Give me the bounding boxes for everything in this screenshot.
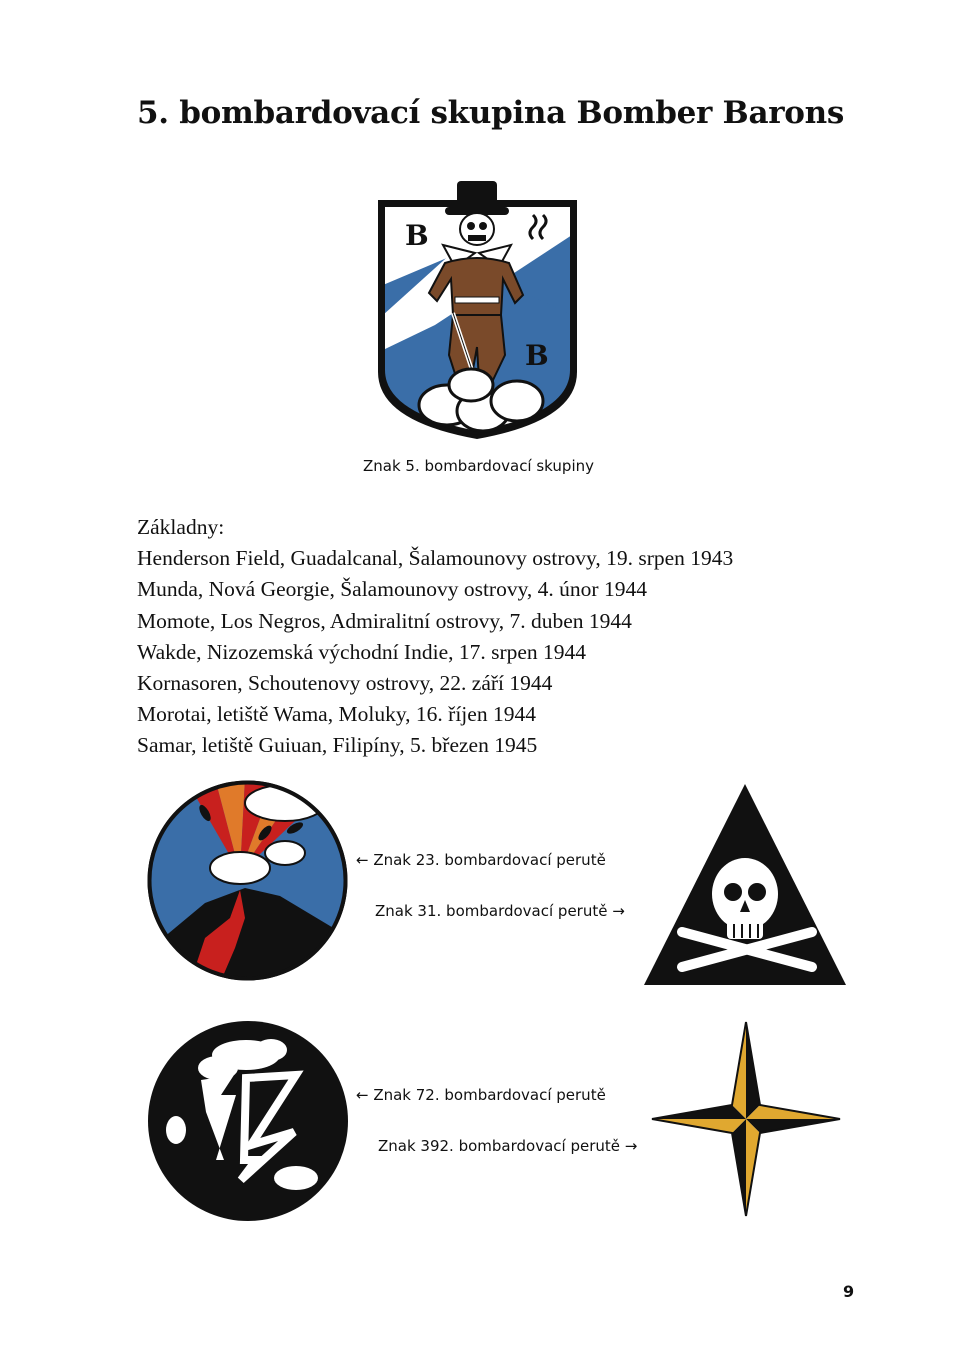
base-item: Momote, Los Negros, Admiralitní ostrovy, 7. duben 1944	[137, 608, 632, 633]
lightning-cloud-disc-icon	[146, 1020, 350, 1222]
svg-text:B: B	[405, 219, 429, 252]
squadron-31-label: Znak 31. bombardovací perutě →	[375, 902, 625, 920]
page-title: 5. bombardovací skupina Bomber Barons	[137, 95, 845, 131]
base-item: Kornasoren, Schoutenovy ostrovy, 22. září 1944	[137, 671, 553, 696]
volcano-bomb-emblem-icon	[145, 778, 350, 983]
skull-crossbones-triangle-icon	[642, 782, 848, 987]
squadron-392-label: Znak 392. bombardovací perutě →	[378, 1137, 638, 1155]
bases-section	[137, 512, 733, 762]
base-item: Samar, letiště Guiuan, Filipíny, 5. březen 1945	[137, 733, 538, 758]
emblem-caption: Znak 5. bombardovací skupiny	[362, 457, 594, 475]
base-item: Henderson Field, Guadalcanal, Šalamounovy ostrovy, 19. srpen 1943	[137, 546, 734, 571]
bomber-barons-emblem-icon	[375, 175, 580, 440]
base-item: Morotai, letiště Wama, Moluky, 16. říjen 1944	[137, 702, 536, 727]
base-item: Munda, Nová Georgie, Šalamounovy ostrovy, 4. únor 1944	[137, 577, 647, 602]
page-number: 9	[843, 1282, 855, 1301]
base-item: Wakde, Nizozemská východní Indie, 17. srpen 1944	[137, 639, 587, 664]
squadron-23-label: ← Znak 23. bombardovací perutě	[356, 851, 606, 869]
squadron-72-label: ← Znak 72. bombardovací perutě	[356, 1086, 606, 1104]
compass-star-icon	[650, 1020, 842, 1218]
bases-heading: Základny:	[137, 515, 225, 539]
svg-text:B: B	[525, 339, 549, 372]
